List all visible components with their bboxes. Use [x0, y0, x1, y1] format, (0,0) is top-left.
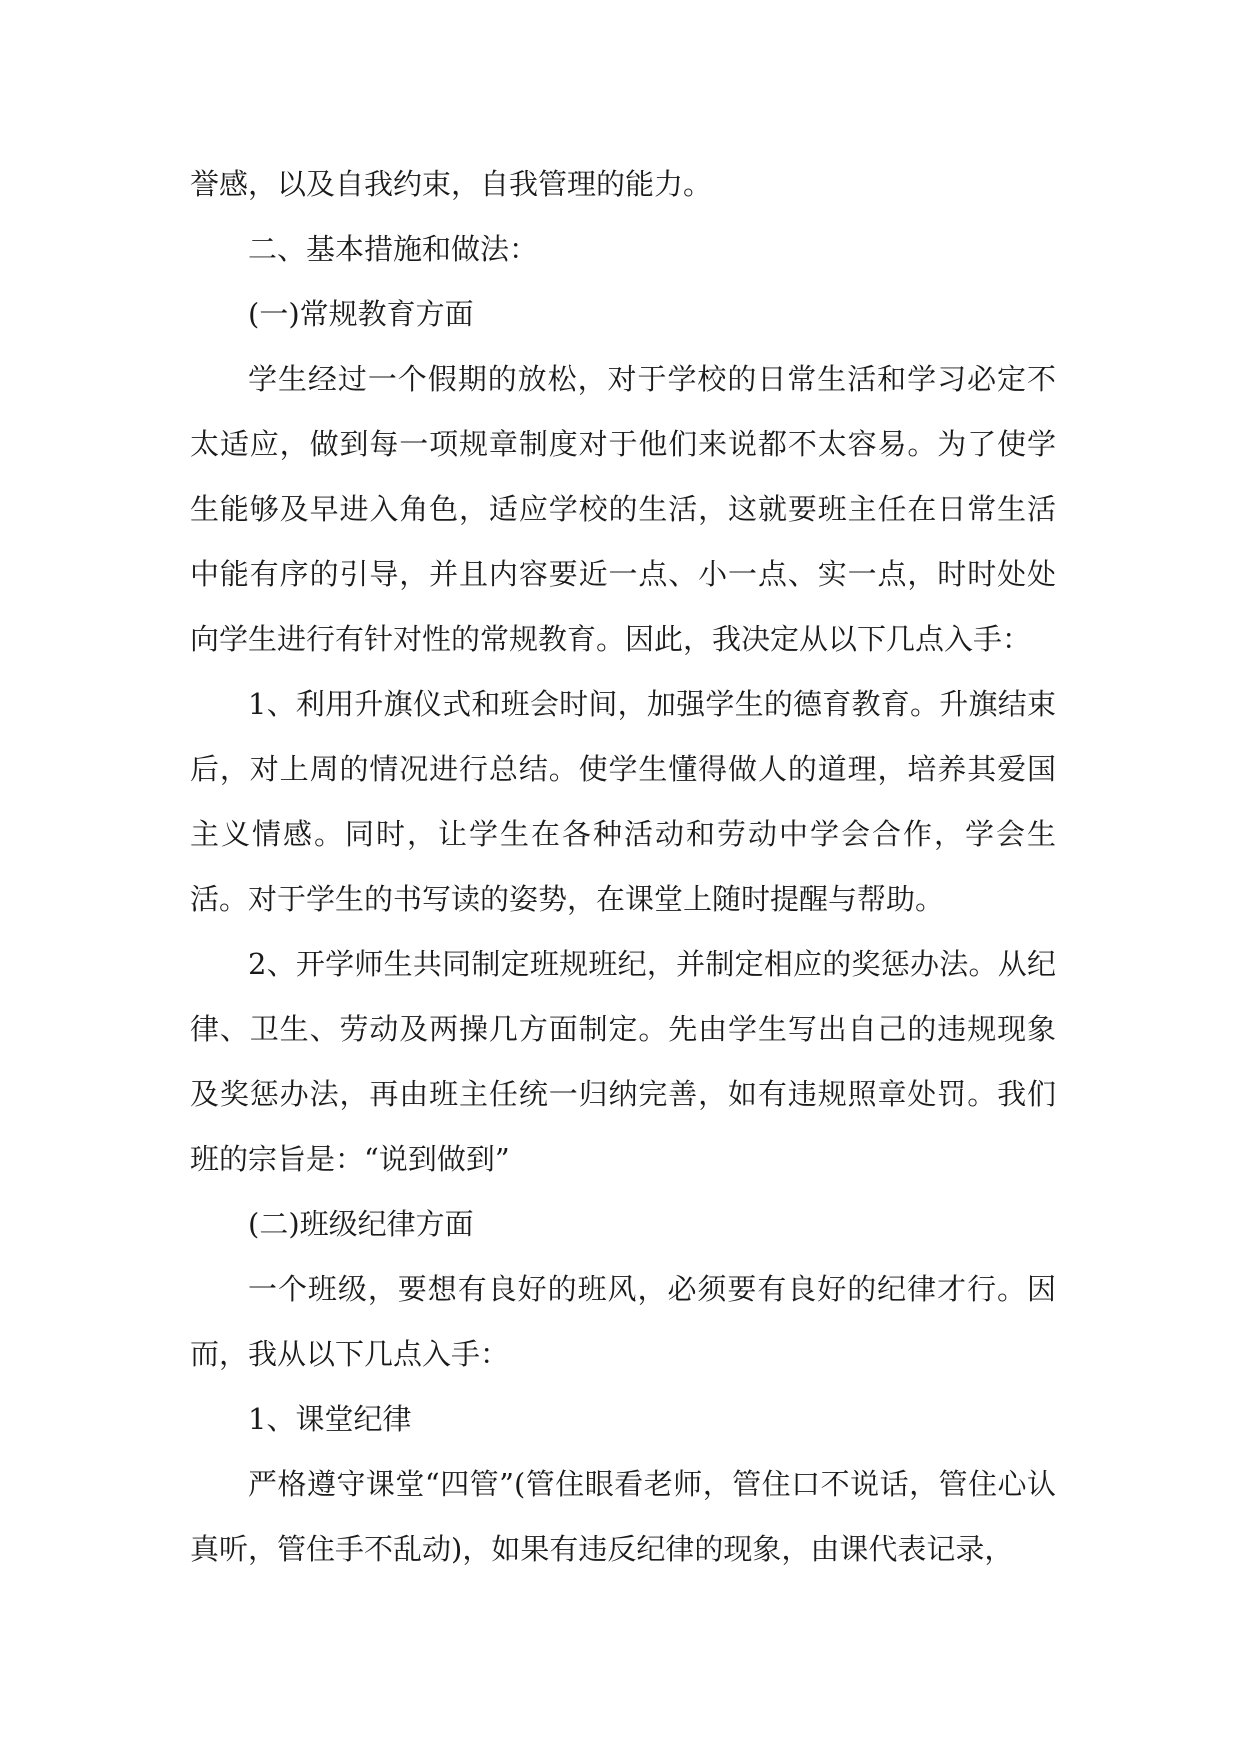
paragraph-item-flag-ceremony: 1、利用升旗仪式和班会时间，加强学生的德育教育。升旗结束后，对上周的情况进行总结。使学生懂得做人的道理，培养其爱国主义情感。同时，让学生在各种活动和劳动中学会合作，学会生活。对于学生的书写读的姿势，在课堂上随时提醒与帮助。 — [190, 687, 1056, 916]
paragraph-continuation: 誉感，以及自我约束，自我管理的能力。 — [190, 167, 713, 201]
subsection-heading-routine-education: (一)常规教育方面 — [248, 297, 474, 331]
item-heading-classroom-discipline: 1、课堂纪律 — [248, 1402, 412, 1436]
paragraph-routine-education: 学生经过一个假期的放松，对于学校的日常生活和学习必定不太适应，做到每一项规章制度对于他们来说都不太容易。为了使学生能够及早进入角色，适应学校的生活，这就要班主任在日常生活中能有序的引导，并且内容要近一点、小一点、实一点，时时处处向学生进行有针对性的常规教育。因此，我决定从以下几点入手： — [190, 362, 1056, 656]
subsection-heading-class-discipline: (二)班级纪律方面 — [248, 1207, 474, 1241]
paragraph-item-class-rules: 2、开学师生共同制定班规班纪，并制定相应的奖惩办法。从纪律、卫生、劳动及两操几方面制定。先由学生写出自己的违规现象及奖惩办法，再由班主任统一归纳完善，如有违规照章处罚。我们班的宗旨是：“说到做到” — [190, 947, 1056, 1176]
document-body — [190, 152, 1056, 1582]
section-heading-measures: 二、基本措施和做法： — [248, 232, 539, 266]
paragraph-class-discipline: 一个班级，要想有良好的班风，必须要有良好的纪律才行。因而，我从以下几点入手： — [190, 1272, 1056, 1371]
paragraph-classroom-discipline: 严格遵守课堂“四管”(管住眼看老师，管住口不说话，管住心认真听，管住手不乱动)，如果有违反纪律的现象，由课代表记录， — [190, 1467, 1056, 1566]
